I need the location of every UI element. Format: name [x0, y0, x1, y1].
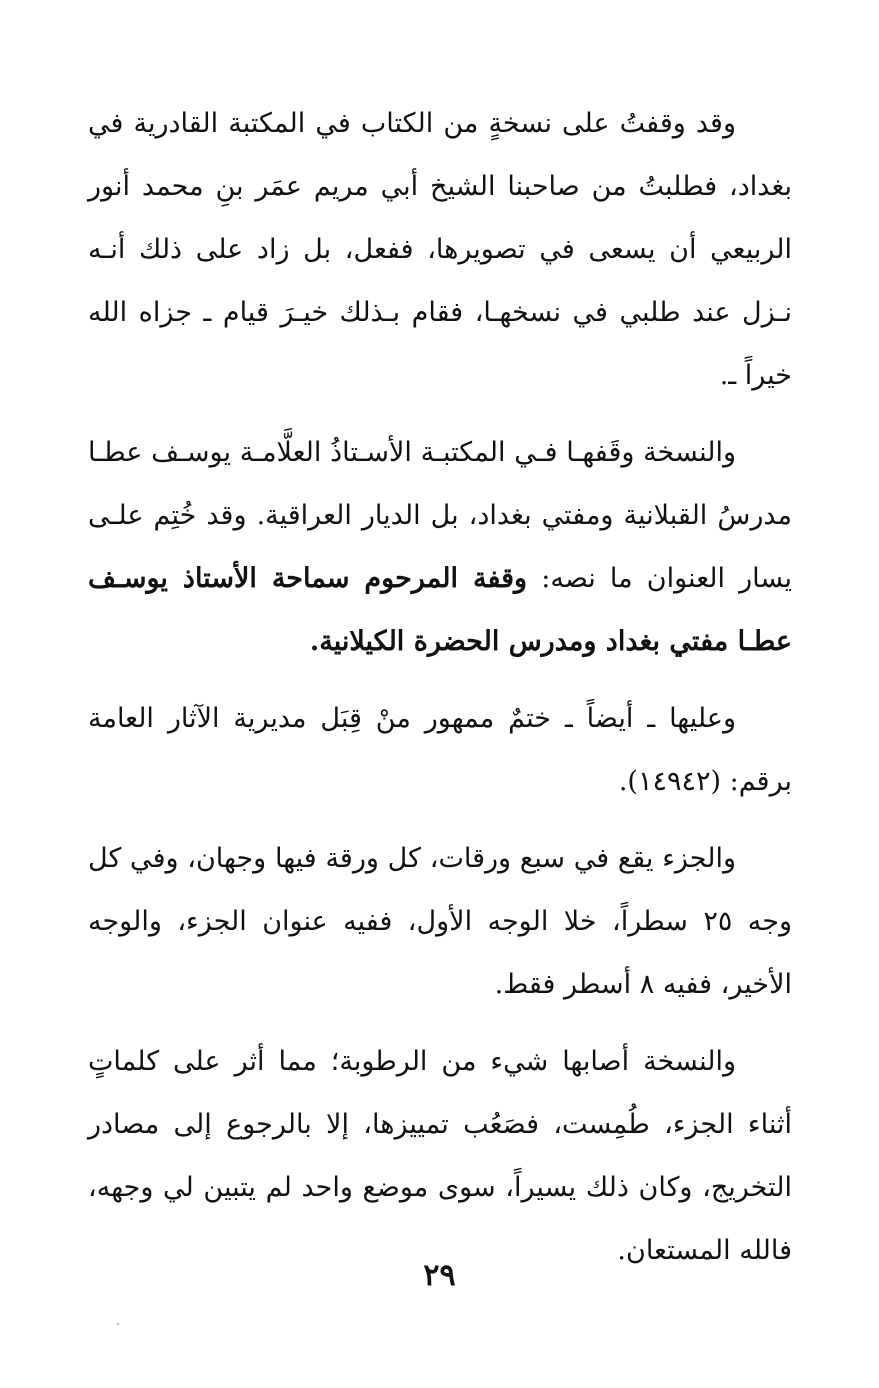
- scan-speck: [117, 1323, 119, 1325]
- paragraph-4: [88, 827, 792, 1016]
- paragraph-1-text: وقد وقفتُ على نسخةٍ من الكتاب في المكتبة القادرية في بغداد، فطلبتُ من صاحبنا الشيخ أبي مريم عمَر بنِ محمد أنور الربيعي أن يسعى في تصويرها، ففعل، بل زاد على ذلك أنـه نـزل عند طلبي في نسخهـا، فقام بـذلك خيـرَ قيام ـ جزاه الله خيراً ـ.: [88, 108, 792, 391]
- paragraph-1: [88, 92, 792, 407]
- paragraph-3: [88, 687, 792, 813]
- paragraph-4-text: والجزء يقع في سبع ورقات، كل ورقة فيها وجهان، وفي كل وجه ٢٥ سطراً، خلا الوجه الأول، ففيه عنوان الجزء، والوجه الأخير، ففيه ٨ أسطر فقط.: [88, 843, 792, 1000]
- page-number: ٢٩: [423, 1258, 456, 1293]
- paragraph-5-text: والنسخة أصابها شيء من الرطوبة؛ مما أثر على كلماتٍ أثناء الجزء، طُمِست، فصَعُب تمييزها، إلا بالرجوع إلى مصادر التخريج، وكان ذلك يسيراً، سوى موضع واحد لم يتبين لي وجهه، فالله المستعان.: [88, 1046, 792, 1266]
- paragraph-3-text: وعليها ـ أيضاً ـ ختمٌ ممهور منْ قِبَل مديرية الآثار العامة برقم: (١٤٩٤٢).: [88, 703, 792, 797]
- body-text: [88, 92, 792, 1296]
- paragraph-2: [88, 421, 792, 673]
- paragraph-2-text: والنسخة وقَفهـا فـي المكتبـة الأسـتاذُ العلَّامـة يوسـف عطـا مدرسُ القبلانية ومفتي بغداد، بل الديار العراقية. وقد خُتِم علـى يسار العنوان ما نصه:: [88, 437, 792, 594]
- waqf-stamp-quote: وقفة المرحوم سماحة الأستاذ يوسـف عطـا مفتي بغداد ومدرس الحضرة الكيلانية.: [88, 563, 792, 657]
- paragraph-5: [88, 1030, 792, 1282]
